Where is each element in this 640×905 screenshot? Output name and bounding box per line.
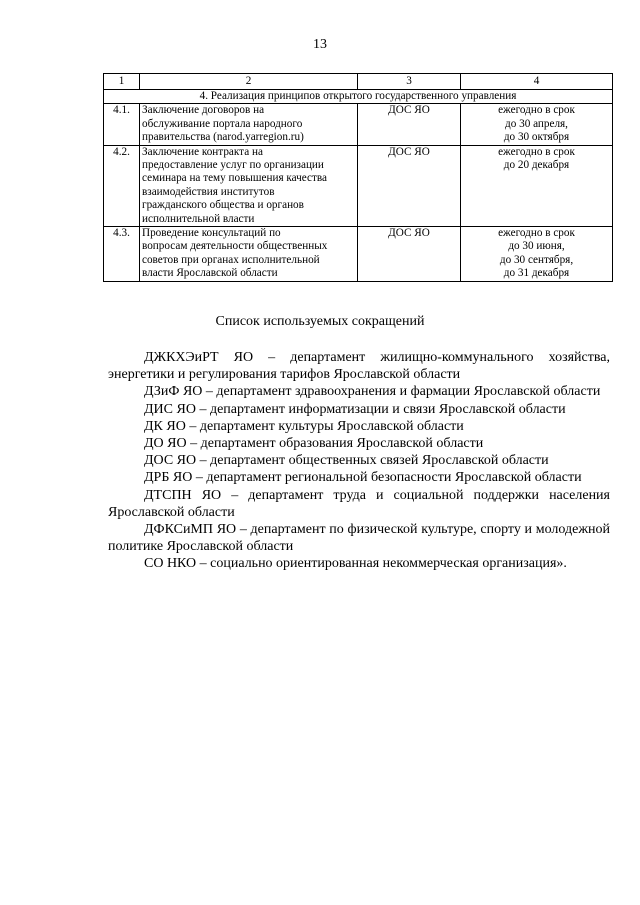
- responsible: ДОС ЯО: [358, 145, 461, 226]
- text-line: ежегодно в срок: [498, 104, 575, 117]
- measure-description: [140, 227, 358, 282]
- text-line: предоставление услуг по организации: [142, 159, 324, 172]
- text-line: ежегодно в срок: [498, 227, 575, 240]
- abbreviation-item: ДРБ ЯО – департамент региональной безопасности Ярославской области: [144, 470, 582, 486]
- text-line: правительства (narod.yarregion.ru): [142, 131, 304, 144]
- text-line: Заключение контракта на: [142, 145, 263, 158]
- row-number: 4.3.: [104, 227, 140, 282]
- abbreviation-item: ДЖКХЭиРТ ЯО – департамент жилищно-коммунального хозяйства, энергетики и регулирования тарифов Ярославской области: [108, 350, 610, 383]
- text-line: ежегодно в срок: [498, 145, 575, 158]
- abbreviation-item: ДТСПН ЯО – департамент труда и социальной поддержки населения Ярославской области: [108, 487, 610, 520]
- responsible: ДОС ЯО: [358, 227, 461, 282]
- table-row: [104, 145, 613, 226]
- header-cell: 3: [358, 74, 461, 90]
- text-line: взаимодействия институтов: [142, 185, 275, 198]
- text-line: Заключение договоров на: [142, 104, 265, 117]
- abbreviations-list: [108, 349, 610, 573]
- abbreviation-item: ДОС ЯО – департамент общественных связей Ярославской области: [144, 453, 549, 469]
- header-cell: 4: [461, 74, 613, 90]
- header-cell: 2: [140, 74, 358, 90]
- measure-description: [140, 104, 358, 145]
- abbreviation-item: ДО ЯО – департамент образования Ярославской области: [144, 436, 484, 452]
- text-line: обслуживание портала народного: [142, 117, 303, 130]
- text-line: до 30 сентября,: [499, 253, 574, 266]
- responsible: ДОС ЯО: [358, 104, 461, 145]
- deadline: [461, 227, 613, 282]
- text-line: Проведение консультаций по: [142, 227, 281, 240]
- page-number: 13: [313, 37, 327, 52]
- section-row: [104, 90, 613, 104]
- measures-table: [103, 73, 613, 282]
- abbreviation-item: ДИС ЯО – департамент информатизации и связи Ярославской области: [144, 401, 566, 417]
- text-line: до 30 апреля,: [505, 117, 568, 130]
- table-row: [104, 227, 613, 282]
- measure-description: [140, 145, 358, 226]
- text-line: до 31 декабря: [503, 267, 570, 280]
- deadline: [461, 145, 613, 226]
- header-cell: 1: [104, 74, 140, 90]
- text-line: вопросам деятельности общественных: [142, 240, 328, 253]
- abbreviation-item: СО НКО – социально ориентированная некоммерческая организация».: [144, 556, 567, 572]
- text-line: до 30 июня,: [508, 240, 565, 253]
- text-line: до 30 октября: [503, 131, 570, 144]
- abbreviations-title: Список используемых сокращений: [215, 314, 425, 329]
- deadline: [461, 104, 613, 145]
- text-line: семинара на тему повышения качества: [142, 172, 328, 185]
- row-number: 4.1.: [104, 104, 140, 145]
- abbreviation-item: ДФКСиМП ЯО – департамент по физической культуре, спорту и молодежной политике Ярославской области: [108, 522, 610, 555]
- abbreviation-item: ДЗиФ ЯО – департамент здравоохранения и фармации Ярославской области: [144, 384, 601, 400]
- text-line: гражданского общества и органов: [142, 199, 304, 212]
- section-title: 4. Реализация принципов открытого государственного управления: [104, 90, 613, 104]
- text-line: власти Ярославской области: [142, 267, 278, 280]
- text-line: советов при органах исполнительной: [142, 253, 320, 266]
- text-line: исполнительной власти: [142, 212, 255, 225]
- text-line: до 20 декабря: [503, 159, 570, 172]
- abbreviation-item: ДК ЯО – департамент культуры Ярославской области: [144, 418, 464, 434]
- table-row: [104, 104, 613, 145]
- row-number: 4.2.: [104, 145, 140, 226]
- table-header-row: [104, 74, 613, 90]
